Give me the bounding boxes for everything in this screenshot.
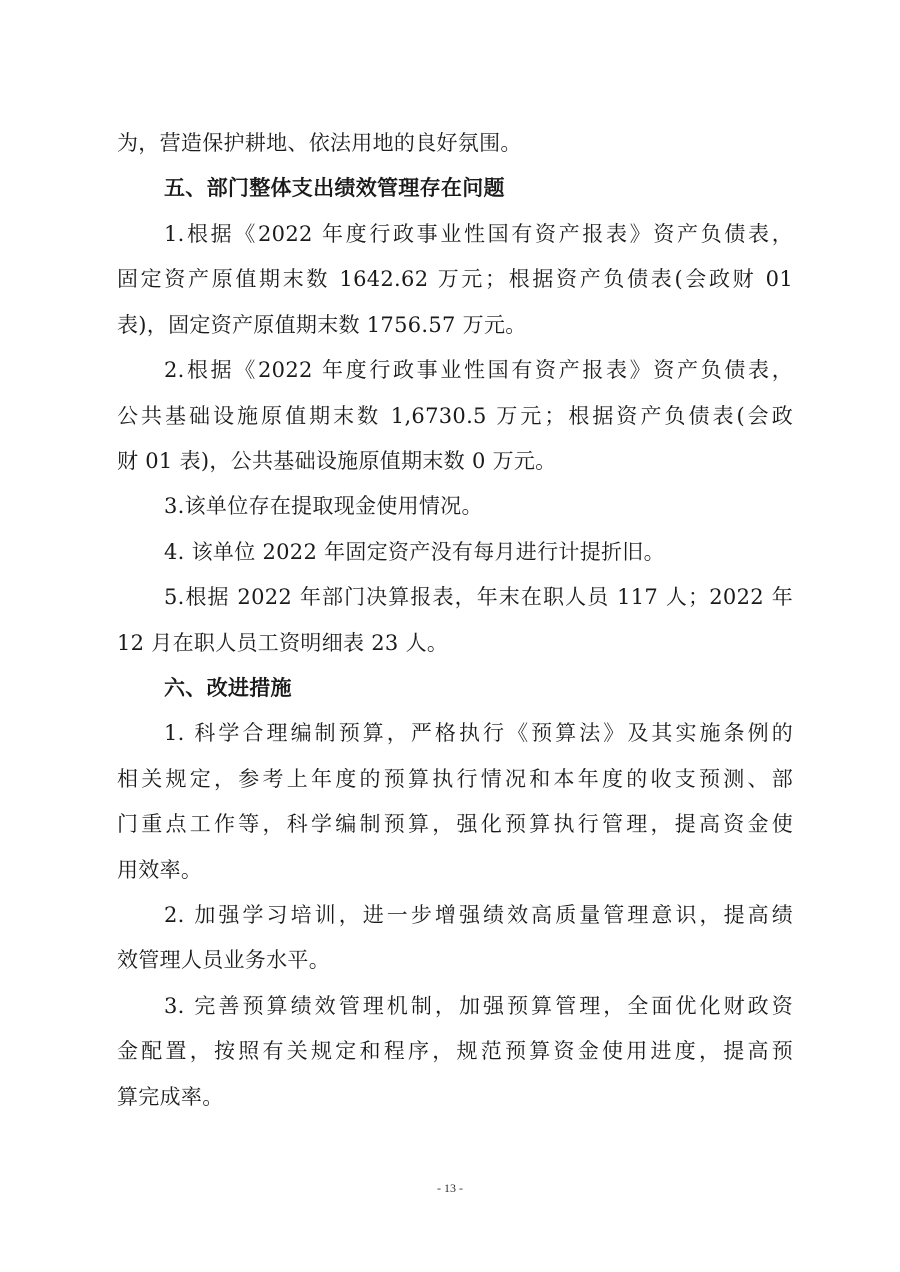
- section-heading-problems: 五、部门整体支出绩效管理存在问题: [164, 176, 505, 200]
- page-number: - 13 -: [437, 1181, 463, 1195]
- text-line: 相关规定，参考上年度的预算执行情况和本年度的收支预测、部: [117, 767, 793, 791]
- text-line: 固定资产原值期末数 1642.62 万元；根据资产负债表(会政财 01: [117, 267, 793, 291]
- text-line: 财 01 表)，公共基础设施原值期末数 0 万元。: [117, 449, 557, 473]
- text-line: 5.根据 2022 年部门决算报表，年末在职人员 117 人；2022 年: [164, 585, 793, 609]
- section-heading-improvements: 六、改进措施: [164, 676, 292, 700]
- text-line: 公共基础设施原值期末数 1,6730.5 万元；根据资产负债表(会政: [117, 404, 793, 428]
- text-line: 算完成率。: [117, 1085, 224, 1109]
- text-line: 效管理人员业务水平。: [117, 948, 330, 972]
- text-line: 门重点工作等，科学编制预算，强化预算执行管理，提高资金使: [117, 812, 793, 836]
- text-line: 3. 完善预算绩效管理机制，加强预算管理，全面优化财政资: [164, 994, 793, 1018]
- text-line: 用效率。: [117, 858, 203, 882]
- text-line: 1. 科学合理编制预算，严格执行《预算法》及其实施条例的: [164, 721, 793, 745]
- text-line: 表)，固定资产原值期末数 1756.57 万元。: [117, 313, 527, 337]
- text-line: 金配置，按照有关规定和程序，规范预算资金使用进度，提高预: [117, 1039, 793, 1063]
- text-line: 2.根据《2022 年度行政事业性国有资产报表》资产负债表，: [164, 358, 793, 382]
- text-line: 12 月在职人员工资明细表 23 人。: [117, 631, 449, 655]
- text-line: 为，营造保护耕地、依法用地的良好氛围。: [117, 131, 522, 155]
- text-line: 1.根据《2022 年度行政事业性国有资产报表》资产负债表，: [164, 222, 793, 246]
- text-line: 3.该单位存在提取现金使用情况。: [164, 494, 483, 518]
- text-line: 2. 加强学习培训，进一步增强绩效高质量管理意识，提高绩: [164, 903, 793, 927]
- text-line: 4. 该单位 2022 年固定资产没有每月进行计提折旧。: [164, 540, 665, 564]
